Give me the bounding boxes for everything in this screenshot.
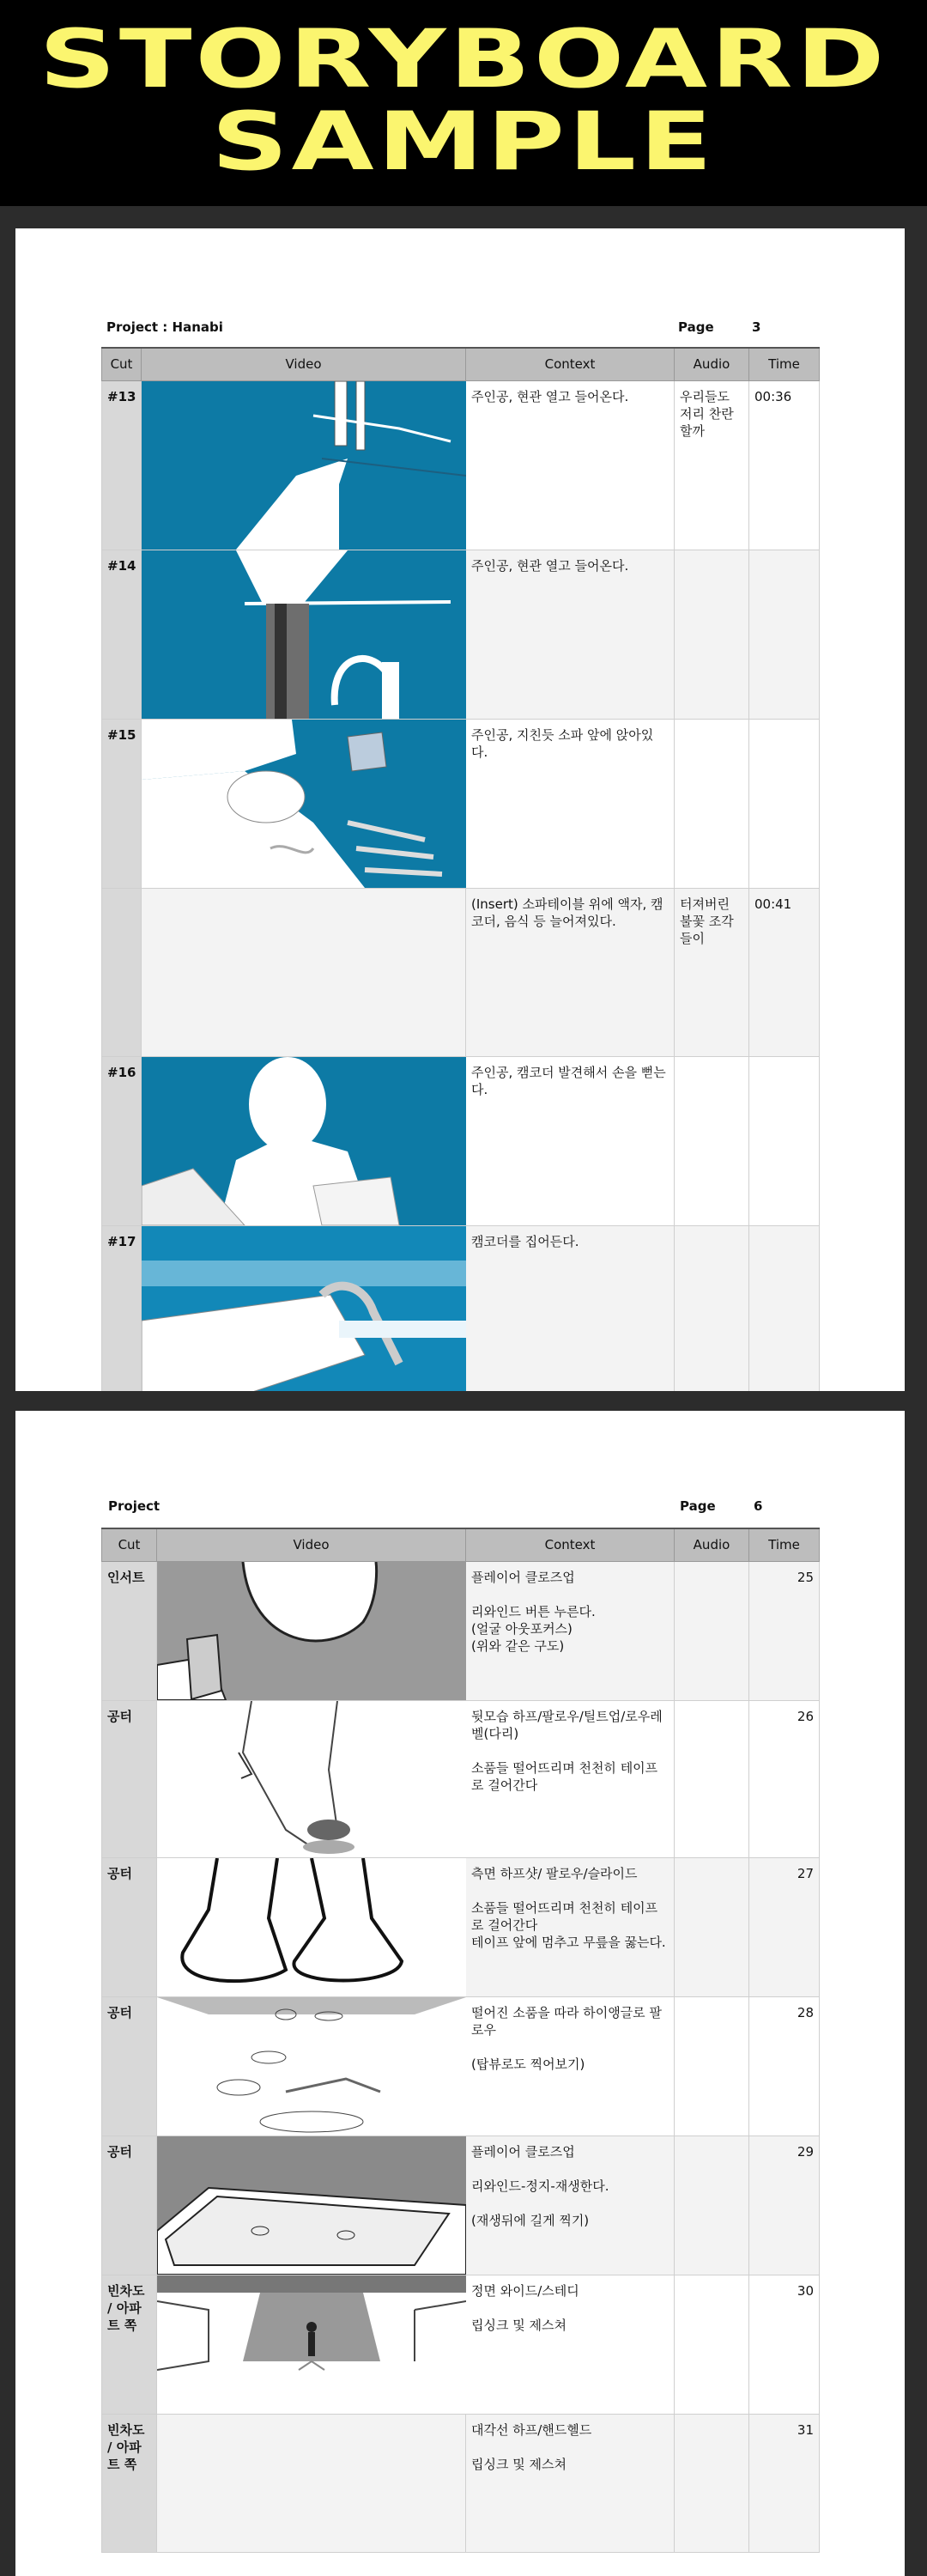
column-header: Cut	[102, 1528, 157, 1561]
table-row	[102, 1857, 820, 1996]
audio-cell	[675, 2136, 749, 2275]
time-cell: 26	[749, 1700, 820, 1857]
audio-cell	[675, 1857, 749, 1996]
time-cell: 31	[749, 2414, 820, 2552]
context-cell: 캠코더를 집어든다.	[466, 1225, 675, 1391]
table-row	[102, 1056, 820, 1225]
context-cell: 떨어진 소품을 따라 하이앵글로 팔로우 (탑뷰로도 찍어보기)	[466, 1996, 675, 2136]
cut-cell: 빈차도 / 아파트 쪽	[102, 2414, 157, 2552]
column-header: Audio	[675, 348, 749, 380]
cut-cell: 공터	[102, 1996, 157, 2136]
video-frame	[142, 719, 466, 888]
time-cell: 00:36	[749, 380, 820, 550]
table-header-row	[102, 348, 820, 380]
table-row	[102, 888, 820, 1056]
column-header: Time	[749, 1528, 820, 1561]
column-header: Audio	[675, 1528, 749, 1561]
video-frame	[157, 1996, 466, 2136]
table-header-row	[102, 1528, 820, 1561]
time-cell	[749, 550, 820, 719]
storyboard-table	[101, 347, 820, 1391]
project-label: Project	[108, 1498, 161, 1514]
context-cell: 주인공, 캠코더 발견해서 손을 뻗는다.	[466, 1056, 675, 1225]
title-line-1: STORYBOARD	[39, 13, 888, 106]
time-cell: 30	[749, 2275, 820, 2414]
table-row	[102, 2275, 820, 2414]
table-row	[102, 380, 820, 550]
column-header: Context	[466, 1528, 675, 1561]
video-frame	[142, 888, 466, 1056]
time-cell: 27	[749, 1857, 820, 1996]
table-row	[102, 1225, 820, 1391]
audio-cell	[675, 2275, 749, 2414]
video-frame	[157, 2275, 466, 2414]
video-frame	[142, 1225, 466, 1391]
video-frame	[157, 1561, 466, 1700]
context-cell: 정면 와이드/스테디 립싱크 및 제스쳐	[466, 2275, 675, 2414]
video-frame	[157, 2136, 466, 2275]
page-number: 6	[754, 1498, 763, 1514]
storyboard-sheet-1	[15, 228, 905, 1391]
audio-cell	[675, 1561, 749, 1700]
table-row	[102, 2136, 820, 2275]
context-cell: 플레이어 클로즈업 리와인드 버튼 누른다. (얼굴 아웃포커스) (위와 같은 구도)	[466, 1561, 675, 1700]
video-frame	[157, 1700, 466, 1857]
audio-cell: 터져버린 불꽃 조각들이	[675, 888, 749, 1056]
cut-cell: 빈차도 / 아파트 쪽	[102, 2275, 157, 2414]
video-frame	[157, 2414, 466, 2552]
table-row	[102, 1700, 820, 1857]
cut-cell	[102, 888, 142, 1056]
storyboard-table	[101, 1528, 820, 2553]
video-frame	[142, 550, 466, 719]
context-cell: 뒷모습 하프/팔로우/틸트업/로우레벨(다리) 소품들 떨어뜨리며 천천히 테이프로 걸어간다	[466, 1700, 675, 1857]
time-cell	[749, 1056, 820, 1225]
table-row	[102, 719, 820, 888]
page-number: 3	[752, 319, 761, 335]
audio-cell: 우리들도 저리 찬란할까	[675, 380, 749, 550]
column-header: Video	[157, 1528, 466, 1561]
video-frame	[142, 380, 466, 550]
cut-cell: #15	[102, 719, 142, 888]
column-header: Context	[466, 348, 675, 380]
table-row	[102, 2414, 820, 2552]
time-cell	[749, 719, 820, 888]
title-banner	[0, 0, 927, 206]
time-cell: 25	[749, 1561, 820, 1700]
video-frame	[142, 1056, 466, 1225]
column-header: Cut	[102, 348, 142, 380]
audio-cell	[675, 719, 749, 888]
storyboard-sheet-2	[15, 1411, 905, 2576]
table-row	[102, 1561, 820, 1700]
page-label: Page	[678, 319, 714, 335]
cut-cell: #14	[102, 550, 142, 719]
time-cell: 00:41	[749, 888, 820, 1056]
context-cell: 주인공, 지친듯 소파 앞에 앉아있다.	[466, 719, 675, 888]
time-cell: 29	[749, 2136, 820, 2275]
cut-cell: 인서트	[102, 1561, 157, 1700]
project-label: Project : Hanabi	[106, 319, 223, 335]
cut-cell: #16	[102, 1056, 142, 1225]
time-cell: 28	[749, 1996, 820, 2136]
audio-cell	[675, 1056, 749, 1225]
video-frame	[157, 1857, 466, 1996]
title-line-2: SAMPLE	[211, 95, 716, 189]
cut-cell: 공터	[102, 2136, 157, 2275]
time-cell	[749, 1225, 820, 1391]
cut-cell: #17	[102, 1225, 142, 1391]
page-label: Page	[680, 1498, 716, 1514]
column-header: Time	[749, 348, 820, 380]
audio-cell	[675, 2414, 749, 2552]
context-cell: 플레이어 클로즈업 리와인드-정지-재생한다. (재생뒤에 길게 찍기)	[466, 2136, 675, 2275]
context-cell: 측면 하프샷/ 팔로우/슬라이드 소품들 떨어뜨리며 천천히 테이프로 걸어간다 테이프 앞에 멈추고 무릎을 꿇는다.	[466, 1857, 675, 1996]
audio-cell	[675, 550, 749, 719]
audio-cell	[675, 1700, 749, 1857]
audio-cell	[675, 1225, 749, 1391]
context-cell: 주인공, 현관 열고 들어온다.	[466, 380, 675, 550]
table-row	[102, 550, 820, 719]
context-cell: 대각선 하프/핸드헬드 립싱크 및 제스쳐	[466, 2414, 675, 2552]
context-cell: (Insert) 소파테이블 위에 액자, 캠코더, 음식 등 늘어져있다.	[466, 888, 675, 1056]
cut-cell: 공터	[102, 1857, 157, 1996]
cut-cell: #13	[102, 380, 142, 550]
audio-cell	[675, 1996, 749, 2136]
cut-cell: 공터	[102, 1700, 157, 1857]
context-cell: 주인공, 현관 열고 들어온다.	[466, 550, 675, 719]
table-row	[102, 1996, 820, 2136]
column-header: Video	[142, 348, 466, 380]
